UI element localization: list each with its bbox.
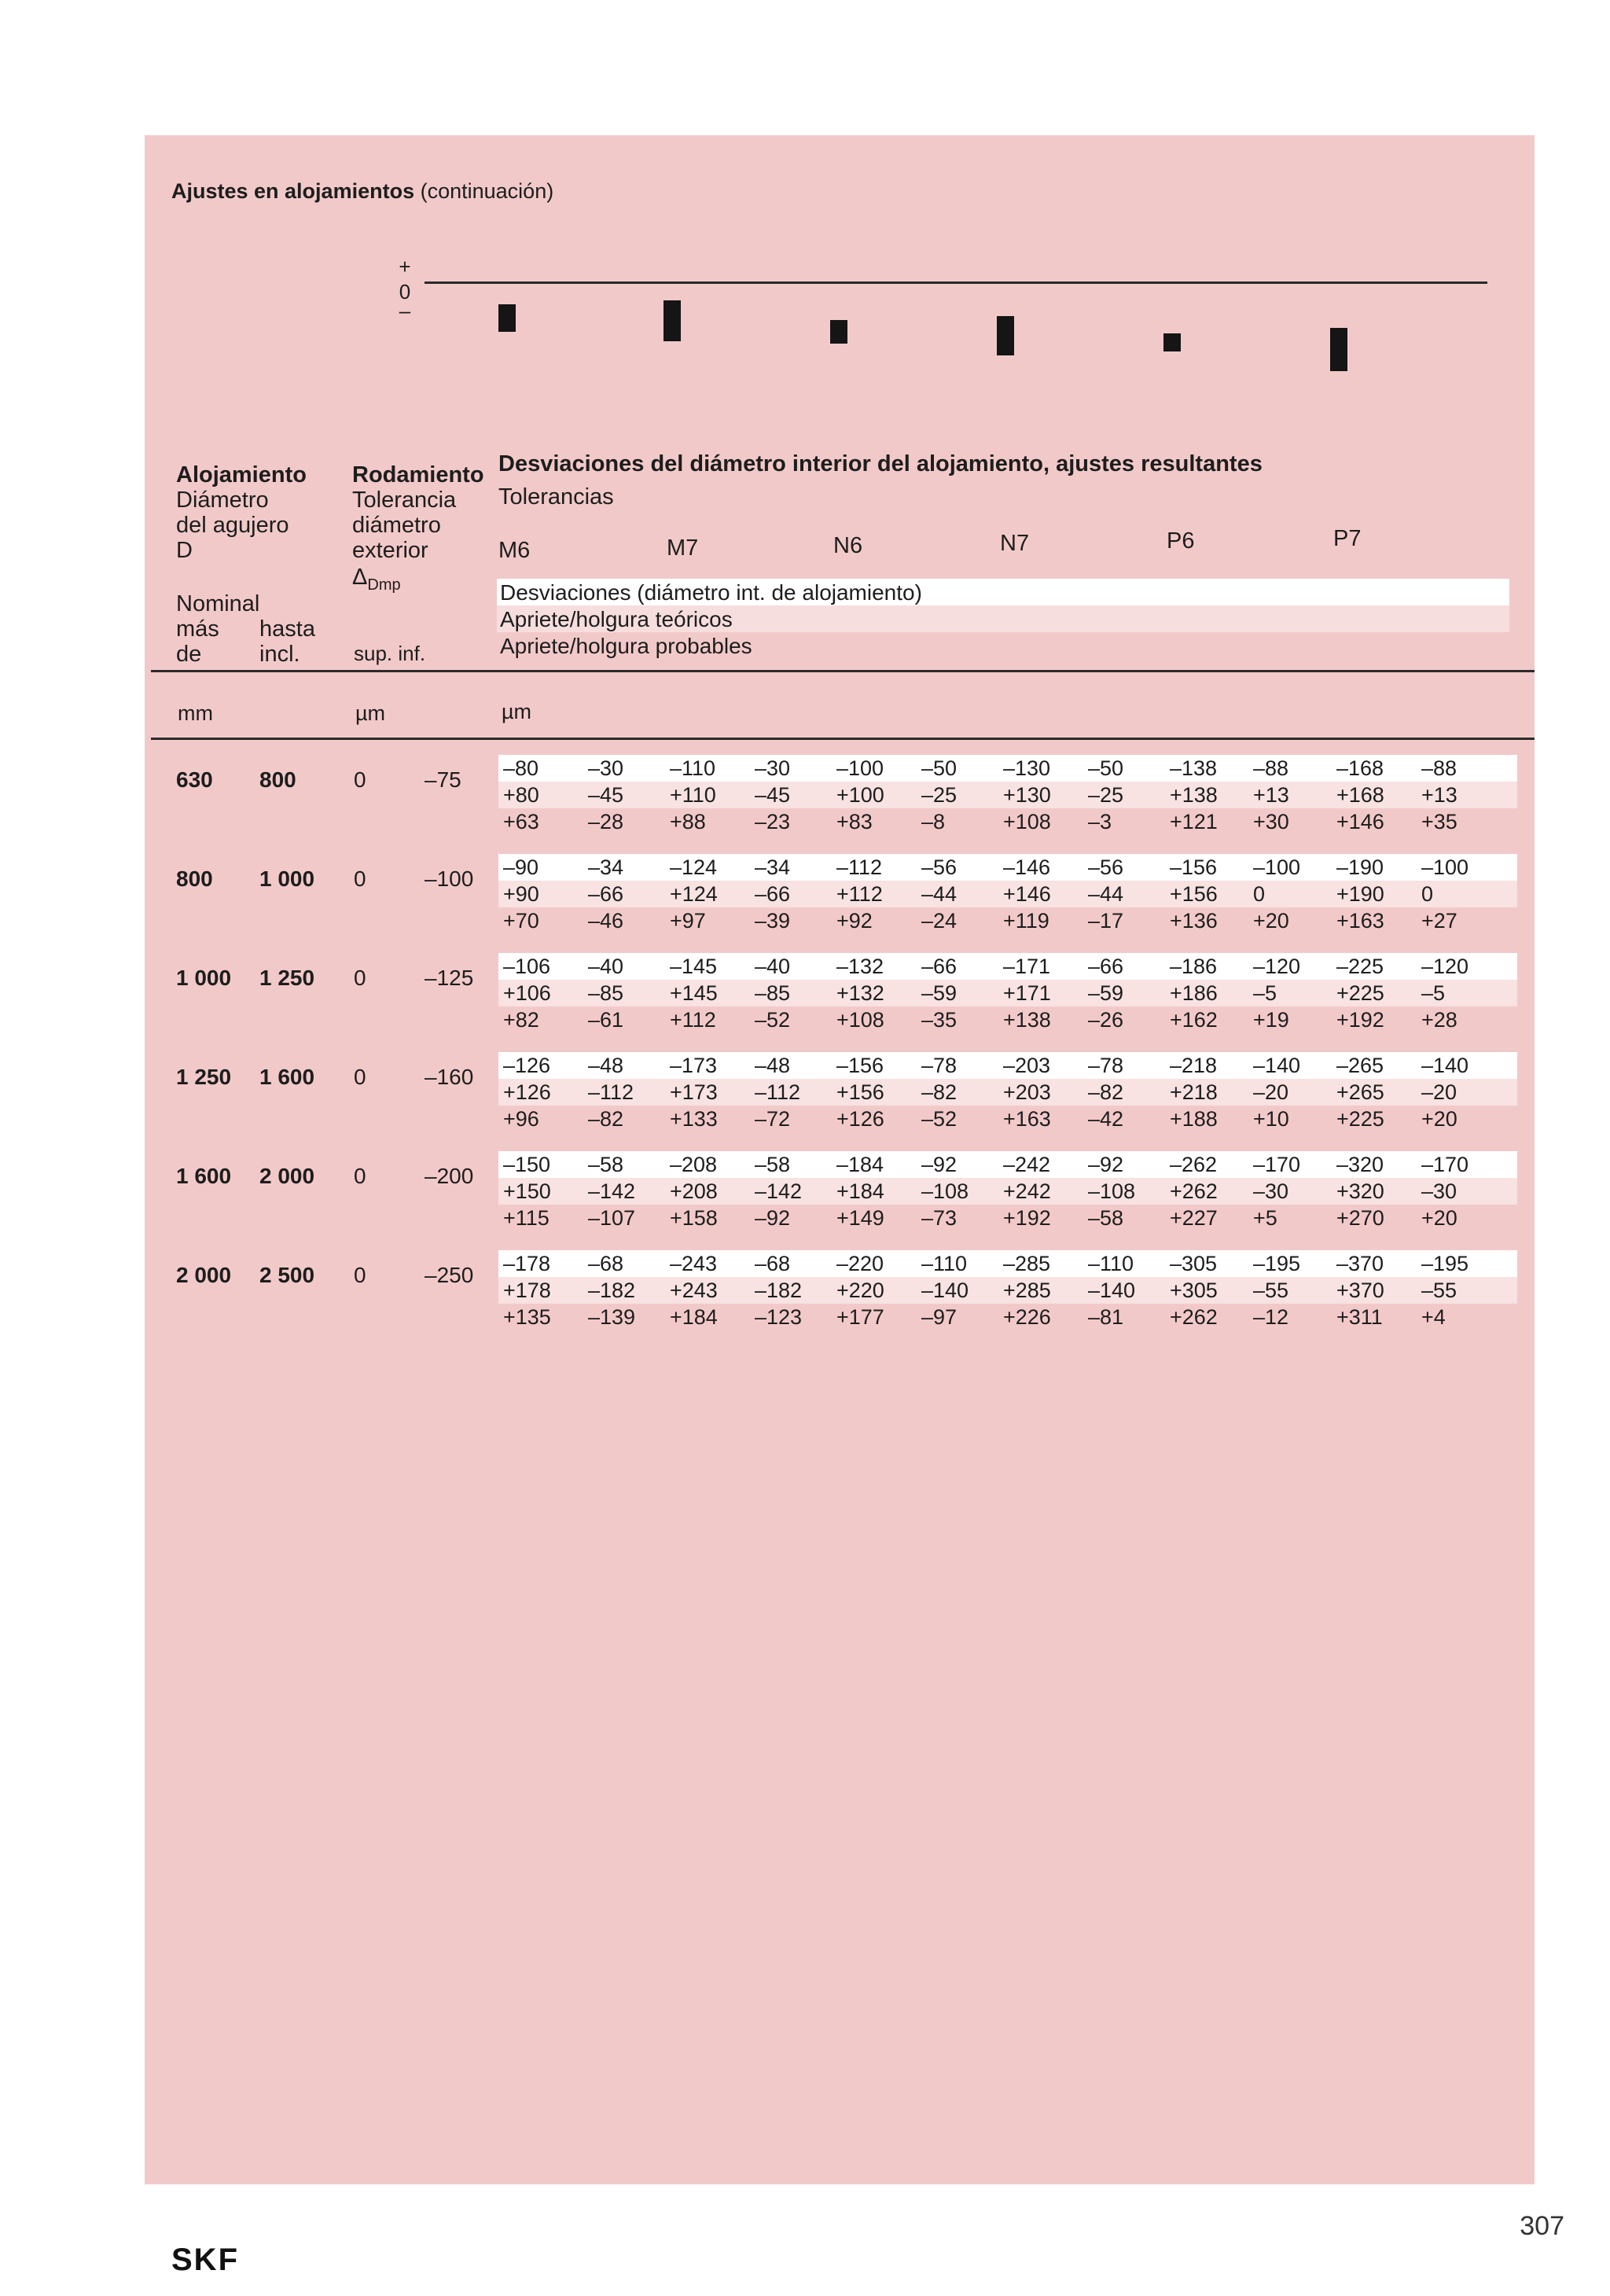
tolerance-sup: 0 [354,966,366,990]
deviation-cell: –48 [588,1054,624,1077]
deviation-cell: –30 [1421,1179,1457,1203]
diameter-to: 2 500 [259,1263,315,1287]
tolerance-zone-bar [663,300,681,341]
legend-probables: Apriete/holgura probables [500,634,752,658]
deviation-cell: +311 [1336,1305,1383,1329]
deviation-cell: –58 [588,1153,624,1176]
deviation-cell: –58 [1088,1206,1124,1230]
tolerance-zone-bar [1163,333,1181,351]
deviation-cell: +188 [1170,1107,1218,1131]
tolerance-inf: –100 [425,867,474,891]
deviation-cell: –42 [1088,1107,1124,1131]
deviation-cell: +150 [503,1179,551,1203]
deviation-cell: +70 [503,909,539,933]
header-de: de [176,642,202,667]
deviation-cell: –5 [1253,981,1277,1005]
deviation-cell: –106 [503,955,551,978]
deviation-cell: –124 [670,855,718,879]
deviation-cell: –3 [1088,810,1112,833]
deviation-block [498,1052,1517,1132]
deviation-cell: +184 [836,1179,884,1203]
deviation-cell: +30 [1253,810,1289,833]
deviation-cell: –305 [1170,1252,1218,1275]
deviation-cell: +227 [1170,1206,1218,1230]
unit-mm: mm [178,701,213,725]
diameter-from: 2 000 [176,1263,232,1287]
deviation-cell: –35 [921,1008,958,1032]
deviation-cell: –59 [921,981,958,1005]
deviation-cell: +83 [836,810,873,833]
diameter-to: 1 600 [259,1065,315,1089]
deviation-cell: –23 [755,810,791,833]
deviation-cell: –320 [1336,1153,1384,1176]
deviation-cell: +220 [836,1279,884,1302]
deviation-cell: –142 [588,1179,636,1203]
header-d: D [176,538,193,563]
deviation-cell: –123 [755,1305,803,1329]
deviation-cell: –34 [755,855,791,879]
unit-um-rodamiento: µm [355,701,386,725]
legend-teoricos: Apriete/holgura teóricos [500,607,733,631]
deviation-cell: –100 [1421,855,1469,879]
tolerance-label: P6 [1167,528,1195,554]
deviation-cell: –132 [836,955,884,978]
deviation-cell: –48 [755,1054,791,1077]
deviation-cell: –112 [755,1080,801,1104]
header-nominal: Nominal [176,591,260,616]
deviation-cell: –100 [836,756,884,780]
deviation-cell: +270 [1336,1206,1384,1230]
deviation-block [498,1151,1517,1231]
diameter-from: 630 [176,767,213,792]
deviation-cell: +149 [836,1206,884,1230]
deviation-cell: –73 [921,1206,958,1230]
deviation-cell: –182 [588,1279,636,1302]
deviation-cell: +184 [670,1305,718,1329]
header-rule-top [151,670,1535,672]
deviation-cell: –110 [670,756,716,780]
deviation-cell: –108 [1088,1179,1136,1203]
deviation-cell: –173 [670,1054,718,1077]
deviation-cell: –203 [1003,1054,1051,1077]
header-sup-inf: sup. inf. [354,642,426,665]
deviation-cell: –184 [836,1153,884,1176]
deviation-cell: –195 [1253,1252,1301,1275]
deviation-cell: +27 [1421,909,1457,933]
deviation-cell: –90 [503,855,539,879]
deviation-cell: –120 [1253,955,1301,978]
deviation-block [498,1250,1517,1330]
deviation-cell: +186 [1170,981,1218,1005]
diameter-to: 800 [259,767,296,792]
deviation-cell: –171 [1003,955,1051,978]
deviation-cell: –130 [1003,756,1051,780]
deviation-cell: +145 [670,981,718,1005]
deviation-cell: +119 [1003,909,1049,933]
deviation-cell: –85 [588,981,624,1005]
deviation-cell: +133 [670,1107,718,1131]
deviation-cell: +208 [670,1179,718,1203]
deviation-cell: +19 [1253,1008,1289,1032]
deviation-cell: –262 [1170,1153,1218,1176]
deviation-cell: –150 [503,1153,551,1176]
tolerance-inf: –200 [425,1164,474,1188]
deviation-cell: +156 [1170,882,1218,906]
deviation-cell: +108 [1003,810,1051,833]
skf-logo: SKF [171,2243,239,2277]
tolerance-label: P7 [1333,526,1362,551]
deviation-cell: –40 [588,955,624,978]
deviation-cell: –110 [921,1252,968,1275]
deviation-cell: –55 [1253,1279,1289,1302]
deviation-cell: –59 [1088,981,1124,1005]
deviation-cell: +124 [670,882,718,906]
deviation-cell: –88 [1421,756,1457,780]
header-tolerancia: Tolerancia [352,488,457,513]
deviation-cell: –26 [1088,1008,1124,1032]
deviation-cell: –370 [1336,1252,1384,1275]
header-tolerancias: Tolerancias [498,484,614,510]
deviation-cell: –126 [503,1054,551,1077]
deviation-cell: –92 [921,1153,958,1176]
deviation-cell: –25 [1088,783,1124,807]
deviation-cell: –170 [1421,1153,1469,1176]
deviation-cell: +130 [1003,783,1051,807]
header-diametro: Diámetro [176,488,269,513]
tolerance-sup: 0 [354,867,366,891]
deviation-cell: –46 [588,909,624,933]
legend-box [497,579,1509,662]
tolerance-sup: 0 [354,1263,366,1287]
deviation-cell: +168 [1336,783,1384,807]
deviation-cell: –242 [1003,1153,1051,1176]
deviation-cell: +96 [503,1107,539,1131]
deviation-cell: –82 [588,1107,624,1131]
header-incl: incl. [259,642,300,667]
header-diametro-ext: diámetro [352,513,441,538]
tolerance-sup: 0 [354,1164,366,1188]
tolerance-inf: –125 [425,966,474,990]
unit-um-desviaciones: µm [502,700,532,723]
deviation-cell: –82 [1088,1080,1124,1104]
deviation-cell: –112 [588,1080,634,1104]
deviation-cell: –208 [670,1153,718,1176]
deviation-cell: –24 [921,909,958,933]
deviation-cell: –97 [921,1305,958,1329]
deviation-cell: +158 [670,1206,718,1230]
deviation-cell: +10 [1253,1107,1289,1131]
deviation-cell: +115 [503,1206,550,1230]
deviation-cell: –88 [1253,756,1289,780]
deviation-cell: +4 [1421,1305,1446,1329]
deviation-cell: –30 [588,756,624,780]
deviation-cell: –80 [503,756,539,780]
tolerance-zone-bar [1330,328,1347,371]
tolerance-inf: –75 [425,767,461,792]
deviation-cell: +243 [670,1279,718,1302]
diagram-zero-sign: 0 [399,280,411,304]
deviation-cell: +190 [1336,882,1384,906]
deviation-cell: –170 [1253,1153,1301,1176]
deviation-cell: –139 [588,1305,636,1329]
deviation-cell: –61 [588,1008,624,1032]
deviation-cell: +63 [503,810,539,833]
deviation-cell: –100 [1253,855,1301,879]
deviation-cell: –186 [1170,955,1218,978]
header-alojamiento: Alojamiento [176,462,307,488]
deviation-cell: –68 [755,1252,791,1275]
deviation-cell: –243 [670,1252,718,1275]
deviation-cell: –145 [670,955,718,978]
deviation-cell: –168 [1336,756,1384,780]
deviation-cell: –12 [1253,1305,1289,1329]
tolerance-label: N6 [833,533,863,558]
deviation-cell: –52 [755,1008,791,1032]
deviation-cell: –58 [755,1153,791,1176]
deviation-cell: +242 [1003,1179,1051,1203]
header-del-agujero: del agujero [176,513,289,538]
deviation-cell: –182 [755,1279,803,1302]
deviation-cell: –85 [755,981,791,1005]
deviation-cell: +370 [1336,1279,1384,1302]
deviation-cell: +156 [836,1080,884,1104]
deviation-cell: 0 [1421,882,1434,906]
deviation-cell: –39 [755,909,791,933]
deviation-cell: –20 [1421,1080,1457,1104]
tolerance-sup: 0 [354,1065,366,1089]
deviation-cell: –146 [1003,855,1051,879]
tolerance-zone-bar [830,320,847,344]
deviation-cell: –44 [1088,882,1124,906]
diameter-from: 1 000 [176,966,232,990]
deviation-cell: +262 [1170,1305,1218,1329]
tolerance-inf: –160 [425,1065,474,1089]
deviation-cell: –82 [921,1080,958,1104]
deviation-cell: –28 [588,810,624,833]
deviation-cell: –44 [921,882,958,906]
deviation-cell: +97 [670,909,706,933]
deviation-cell: +132 [836,981,884,1005]
deviation-cell: +92 [836,909,873,933]
deviation-cell: +112 [836,882,883,906]
deviation-cell: –52 [921,1107,958,1131]
legend-desviaciones: Desviaciones (diámetro int. de alojamiento) [500,580,922,605]
deviation-cell: –66 [1088,955,1124,978]
zero-line [425,281,1487,284]
deviation-cell: –92 [1088,1153,1124,1176]
deviation-cell: +135 [503,1305,551,1329]
deviation-cell: –20 [1253,1080,1289,1104]
deviation-cell: +173 [670,1080,718,1104]
deviation-block [498,854,1517,934]
deviation-cell: +225 [1336,1107,1384,1131]
deviation-cell: –34 [588,855,624,879]
deviation-cell: –218 [1170,1054,1218,1077]
deviation-cell: –92 [755,1206,791,1230]
deviation-block [498,755,1517,835]
deviation-cell: 0 [1253,882,1266,906]
deviation-cell: +305 [1170,1279,1218,1302]
tolerance-label: M7 [667,535,699,561]
diagram-plus-sign: + [399,255,411,278]
deviation-cell: +28 [1421,1008,1457,1032]
tolerance-inf: –250 [425,1263,474,1287]
deviation-cell: +162 [1170,1008,1218,1032]
deviation-cell: +20 [1421,1107,1457,1131]
page-number: 307 [1520,2211,1564,2241]
deviation-cell: –17 [1088,909,1124,933]
diameter-from: 1 250 [176,1065,232,1089]
deviation-block [498,953,1517,1033]
deviation-cell: +163 [1003,1107,1051,1131]
deviation-cell: +20 [1253,909,1289,933]
deviation-cell: –225 [1336,955,1384,978]
deviation-cell: +285 [1003,1279,1051,1302]
deviation-cell: +110 [670,783,716,807]
deviation-cell: +112 [670,1008,716,1032]
page-title: Ajustes en alojamientos (continuación) [171,179,554,203]
deviation-cell: +90 [503,882,539,906]
deviation-cell: +262 [1170,1179,1218,1203]
deviation-cell: –25 [921,783,958,807]
deviation-cell: –140 [1088,1279,1136,1302]
tolerance-sup: 0 [354,767,366,792]
diagram-minus-sign: – [399,299,411,322]
deviation-cell: +203 [1003,1080,1051,1104]
deviation-cell: –66 [755,882,791,906]
deviation-cell: +80 [503,783,539,807]
deviation-cell: +225 [1336,981,1384,1005]
deviation-cell: –142 [755,1179,803,1203]
deviation-cell: –56 [1088,855,1124,879]
deviation-cell: –112 [836,855,883,879]
deviation-cell: –50 [921,756,958,780]
deviation-cell: +218 [1170,1080,1218,1104]
deviation-cell: –108 [921,1179,969,1203]
deviation-cell: +192 [1336,1008,1384,1032]
deviation-cell: –140 [1421,1054,1469,1077]
deviation-cell: –190 [1336,855,1384,879]
deviation-cell: –156 [1170,855,1218,879]
tolerance-label: M6 [498,538,531,563]
deviation-cell: –178 [503,1252,551,1275]
deviation-cell: +136 [1170,909,1218,933]
deviation-cell: –138 [1170,756,1218,780]
deviation-cell: –110 [1088,1252,1134,1275]
header-mas: más [176,616,219,642]
deviation-cell: +13 [1253,783,1289,807]
deviation-cell: +13 [1421,783,1457,807]
deviation-cell: –107 [588,1206,636,1230]
deviation-cell: +20 [1421,1206,1457,1230]
deviation-cell: –40 [755,955,791,978]
deviation-cell: –5 [1421,981,1446,1005]
deviation-cell: +265 [1336,1080,1384,1104]
deviation-cell: –81 [1088,1305,1124,1329]
deviation-cell: +226 [1003,1305,1051,1329]
deviation-cell: –195 [1421,1252,1469,1275]
tolerance-zone-bar [498,304,516,332]
deviation-cell: +163 [1336,909,1384,933]
deviation-cell: –78 [921,1054,958,1077]
header-desviaciones: Desviaciones del diámetro interior del alojamiento, ajustes resultantes [498,451,1263,476]
deviation-cell: +88 [670,810,706,833]
diameter-to: 1 000 [259,867,315,891]
diameter-from: 1 600 [176,1164,232,1188]
deviation-cell: –66 [921,955,958,978]
deviation-cell: +177 [836,1305,884,1329]
tolerance-zone-bar [997,316,1014,355]
deviation-cell: +126 [836,1107,884,1131]
deviation-cell: +5 [1253,1206,1277,1230]
deviation-cell: –285 [1003,1252,1051,1275]
deviation-cell: +108 [836,1008,884,1032]
header-exterior: exterior [352,538,428,563]
deviation-cell: +146 [1003,882,1051,906]
deviation-cell: –30 [1253,1179,1289,1203]
deviation-cell: –120 [1421,955,1469,978]
deviation-cell: –78 [1088,1054,1124,1077]
deviation-cell: +126 [503,1080,551,1104]
diameter-to: 1 250 [259,966,315,990]
deviation-cell: –45 [755,783,791,807]
diameter-from: 800 [176,867,213,891]
deviation-cell: +138 [1003,1008,1051,1032]
diameter-to: 2 000 [259,1164,315,1188]
tolerance-label: N7 [1000,531,1030,556]
deviation-cell: –156 [836,1054,884,1077]
deviation-cell: +100 [836,783,884,807]
deviation-cell: +178 [503,1279,551,1302]
header-rodamiento: Rodamiento [352,462,484,488]
deviation-cell: +192 [1003,1206,1051,1230]
deviation-cell: +171 [1003,981,1051,1005]
header-delta-dmp: $\Delta_{Dmp}$ [352,565,401,594]
deviation-cell: –140 [1253,1054,1301,1077]
deviation-cell: +138 [1170,783,1218,807]
deviation-cell: –45 [588,783,624,807]
deviation-cell: –8 [921,810,946,833]
deviation-cell: –140 [921,1279,969,1302]
deviation-cell: +82 [503,1008,539,1032]
deviation-cell: +121 [1170,810,1218,833]
deviation-cell: –50 [1088,756,1124,780]
deviation-cell: –56 [921,855,958,879]
deviation-cell: –72 [755,1107,791,1131]
deviation-cell: –30 [755,756,791,780]
deviation-cell: –265 [1336,1054,1384,1077]
deviation-cell: –68 [588,1252,624,1275]
header-hasta: hasta [259,616,315,642]
deviation-cell: +320 [1336,1179,1384,1203]
deviation-cell: –220 [836,1252,884,1275]
deviation-cell: –55 [1421,1279,1457,1302]
deviation-cell: +106 [503,981,551,1005]
deviation-cell: +35 [1421,810,1457,833]
header-rule-bottom [151,738,1535,740]
deviation-cell: –66 [588,882,624,906]
deviation-cell: +146 [1336,810,1384,833]
